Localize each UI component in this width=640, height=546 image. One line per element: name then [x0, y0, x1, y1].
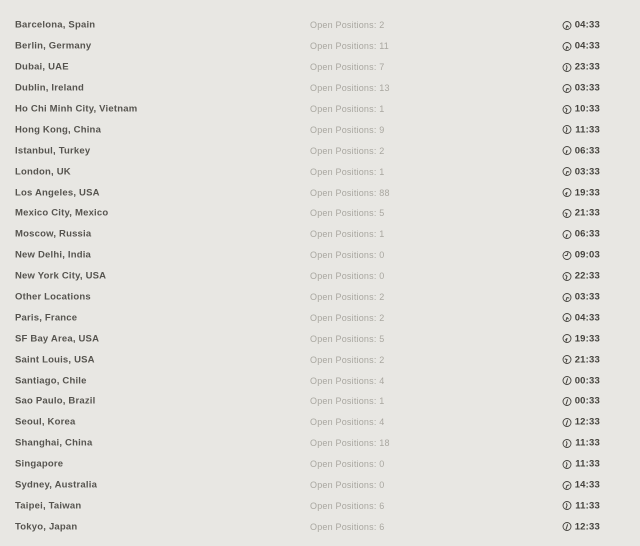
time-value: 03:33	[574, 166, 600, 178]
city-name: Istanbul, Turkey	[15, 145, 91, 157]
clock-icon	[562, 355, 572, 365]
open-positions-count: Open Positions: 2	[310, 20, 385, 31]
city-name: Paris, France	[15, 312, 78, 324]
city-name: Dubai, UAE	[15, 61, 69, 73]
location-row[interactable]	[0, 224, 640, 245]
clock-icon	[562, 104, 572, 114]
location-row[interactable]	[0, 433, 640, 454]
clock-icon	[562, 376, 572, 386]
time-value: 00:33	[574, 395, 600, 407]
local-time	[562, 41, 600, 52]
clock-icon	[562, 459, 572, 469]
time-value: 11:33	[575, 458, 600, 470]
city-name: Sydney, Australia	[15, 479, 98, 491]
clock-icon	[562, 438, 572, 448]
city-name: SF Bay Area, USA	[15, 333, 100, 345]
location-row[interactable]	[0, 99, 640, 120]
clock-icon	[562, 271, 572, 281]
city-name: Berlin, Germany	[15, 40, 92, 52]
open-positions-count: Open Positions: 4	[310, 417, 385, 428]
city-name: Seoul, Korea	[15, 416, 76, 428]
local-time	[562, 62, 600, 73]
clock-icon	[562, 208, 572, 218]
clock-icon	[562, 125, 572, 135]
open-positions-count: Open Positions: 2	[310, 145, 385, 156]
open-positions-count: Open Positions: 1	[310, 104, 385, 114]
city-name: Other Locations	[15, 291, 91, 303]
time-value: 21:33	[574, 354, 600, 366]
city-name: Barcelona, Spain	[15, 19, 96, 31]
location-row[interactable]	[0, 495, 640, 516]
local-time	[562, 250, 600, 261]
clock-icon	[562, 188, 572, 198]
location-row[interactable]	[0, 140, 640, 161]
location-row[interactable]	[0, 349, 640, 370]
location-row[interactable]	[0, 412, 640, 433]
clock-icon	[562, 62, 572, 72]
time-value: 19:33	[574, 187, 600, 199]
local-time	[562, 208, 600, 219]
open-positions-count: Open Positions: 5	[310, 333, 385, 344]
location-row[interactable]	[0, 203, 640, 224]
time-value: 03:33	[574, 82, 600, 94]
local-time	[562, 354, 600, 365]
local-time	[562, 271, 600, 282]
clock-icon	[562, 167, 572, 177]
local-time	[562, 104, 600, 115]
clock-icon	[562, 396, 572, 406]
city-name: Tokyo, Japan	[15, 521, 78, 533]
time-value: 00:33	[574, 375, 600, 387]
clock-icon	[562, 146, 572, 156]
clock-icon	[562, 292, 572, 302]
location-row[interactable]	[0, 370, 640, 391]
time-value: 21:33	[574, 207, 600, 219]
city-name: Taipei, Taiwan	[15, 500, 82, 512]
city-name: Hong Kong, China	[15, 124, 102, 136]
open-positions-count: Open Positions: 1	[310, 229, 385, 240]
clock-icon	[562, 229, 572, 239]
location-row[interactable]	[0, 15, 640, 36]
location-row[interactable]	[0, 161, 640, 182]
open-positions-count: Open Positions: 0	[310, 480, 385, 491]
time-value: 11:33	[575, 437, 600, 449]
city-name: London, UK	[15, 166, 71, 178]
time-value: 22:33	[574, 270, 600, 282]
clock-icon	[562, 334, 572, 344]
time-value: 04:33	[574, 40, 600, 52]
time-value: 04:33	[574, 312, 600, 324]
location-row[interactable]	[0, 516, 640, 537]
local-time	[562, 417, 600, 428]
local-time	[562, 480, 600, 491]
open-positions-count: Open Positions: 0	[310, 459, 385, 470]
local-time	[562, 124, 600, 135]
open-positions-count: Open Positions: 5	[310, 208, 385, 219]
local-time	[562, 229, 600, 240]
local-time	[562, 292, 600, 303]
local-time	[562, 312, 600, 323]
location-row[interactable]	[0, 287, 640, 308]
open-positions-count: Open Positions: 18	[310, 438, 390, 449]
location-row[interactable]	[0, 119, 640, 140]
local-time	[562, 145, 600, 156]
time-value: 06:33	[574, 145, 600, 157]
clock-icon	[562, 522, 572, 532]
clock-icon	[562, 501, 572, 511]
clock-icon	[562, 480, 572, 490]
location-row[interactable]	[0, 454, 640, 475]
local-time	[562, 333, 600, 344]
local-time	[562, 459, 600, 470]
open-positions-count: Open Positions: 88	[310, 187, 390, 198]
open-positions-count: Open Positions: 1	[310, 396, 385, 407]
location-row[interactable]	[0, 266, 640, 287]
local-time	[562, 20, 600, 31]
local-time	[562, 83, 600, 94]
local-time	[562, 438, 600, 449]
open-positions-count: Open Positions: 2	[310, 292, 385, 303]
city-name: Los Angeles, USA	[15, 187, 100, 199]
city-name: Ho Chi Minh City, Vietnam	[15, 103, 138, 115]
time-value: 04:33	[574, 19, 600, 31]
location-row[interactable]	[0, 245, 640, 266]
time-value: 06:33	[574, 228, 600, 240]
location-row[interactable]	[0, 57, 640, 78]
local-time	[562, 396, 600, 407]
open-positions-count: Open Positions: 2	[310, 354, 385, 365]
city-name: New Delhi, India	[15, 249, 92, 261]
time-value: 23:33	[574, 61, 600, 73]
time-value: 12:33	[574, 521, 600, 533]
time-value: 11:33	[575, 500, 600, 512]
local-time	[562, 500, 600, 511]
location-row[interactable]	[0, 328, 640, 349]
clock-icon	[562, 250, 572, 260]
location-row[interactable]	[0, 307, 640, 328]
time-value: 09:03	[574, 249, 600, 261]
time-value: 12:33	[574, 416, 600, 428]
clock-icon	[562, 83, 572, 93]
open-positions-count: Open Positions: 0	[310, 250, 385, 261]
location-row[interactable]	[0, 475, 640, 496]
city-name: Dublin, Ireland	[15, 82, 84, 94]
open-positions-count: Open Positions: 11	[310, 41, 389, 52]
clock-icon	[562, 417, 572, 427]
clock-icon	[562, 20, 572, 30]
location-row[interactable]	[0, 391, 640, 412]
open-positions-count: Open Positions: 13	[310, 83, 390, 94]
open-positions-count: Open Positions: 6	[310, 521, 385, 532]
time-value: 11:33	[575, 124, 600, 136]
time-value: 03:33	[574, 291, 600, 303]
location-row[interactable]	[0, 78, 640, 99]
time-value: 19:33	[574, 333, 600, 345]
clock-icon	[562, 41, 572, 51]
city-name: Santiago, Chile	[15, 375, 87, 387]
location-row[interactable]	[0, 36, 640, 57]
city-name: Moscow, Russia	[15, 228, 92, 240]
open-positions-count: Open Positions: 6	[310, 500, 385, 511]
open-positions-count: Open Positions: 1	[310, 166, 385, 177]
location-row[interactable]	[0, 182, 640, 203]
local-time	[562, 375, 600, 386]
open-positions-count: Open Positions: 4	[310, 375, 385, 386]
open-positions-count: Open Positions: 2	[310, 312, 385, 323]
local-time	[562, 521, 600, 532]
city-name: Shanghai, China	[15, 437, 93, 449]
time-value: 14:33	[574, 479, 600, 491]
time-value: 10:33	[574, 103, 600, 115]
city-name: Mexico City, Mexico	[15, 207, 109, 219]
city-name: New York City, USA	[15, 270, 107, 282]
city-name: Saint Louis, USA	[15, 354, 95, 366]
open-positions-count: Open Positions: 0	[310, 271, 385, 282]
city-name: Singapore	[15, 458, 64, 470]
local-time	[562, 187, 600, 198]
clock-icon	[562, 313, 572, 323]
local-time	[562, 166, 600, 177]
city-name: Sao Paulo, Brazil	[15, 395, 96, 407]
open-positions-count: Open Positions: 9	[310, 124, 385, 135]
open-positions-count: Open Positions: 7	[310, 62, 385, 73]
